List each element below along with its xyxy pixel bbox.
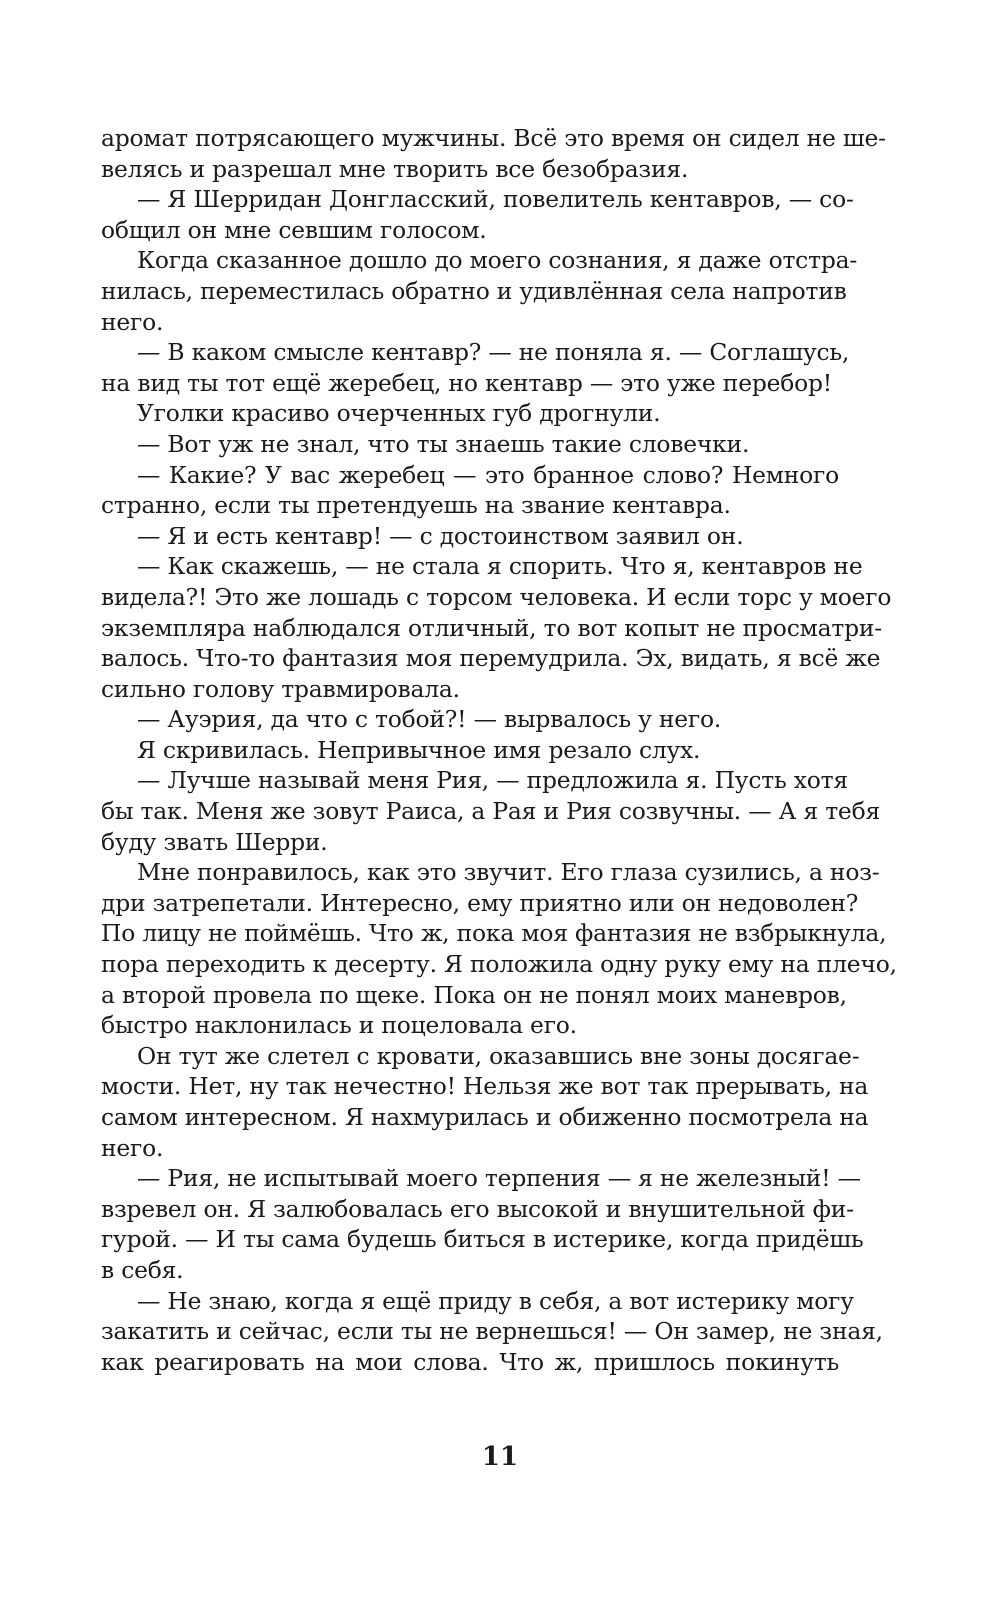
text-line: гурой. — И ты сама будешь биться в истерике, когда придёшь [101,1225,864,1254]
text-line: мости. Нет, ну так нечестно! Нельзя же вот так прерывать, на [101,1072,869,1101]
paragraph [101,735,839,766]
text-line: Он тут же слетел с кровати, оказавшись вне зоны досягае- [137,1041,860,1070]
text-line: валось. Что-то фантазия моя перемудрила. Эх, видать, я всё же [101,644,881,673]
text-line: странно, если ты претендуешь на звание кентавра. [101,491,731,520]
text-line: дри затрепетали. Интересно, ему приятно или он недоволен? [101,888,859,917]
text-line: — Я Шерридан Донгласский, повелитель кентавров, — со- [137,185,854,214]
text-line: нилась, переместилась обратно и удивлённая села напротив [101,276,847,305]
paragraph [101,1163,864,1285]
text-line: в себя. [101,1255,184,1284]
paragraph [101,460,839,521]
text-line: Я скривилась. Непривычное имя резало слух. [137,735,701,764]
text-line: Уголки красиво очерченных губ дрогнули. [137,399,661,428]
paragraph [101,704,839,735]
text-line: закатить и сейчас, если ты не вернешься! — Он замер, не зная, [101,1317,883,1346]
paragraph [101,123,886,184]
page-number: 11 [481,1442,519,1472]
text-line: бы так. Меня же зовут Раиса, а Рая и Рия созвучны. — А я тебя [101,797,881,826]
text-line: экземпляра наблюдался отличный, то вот копыт не просматри- [101,613,882,642]
text-line: буду звать Шерри. [101,827,328,856]
text-line: а второй провела по щеке. Пока он не понял моих маневров, [101,980,847,1009]
paragraph [101,429,839,460]
text-line: — Вот уж не знал, что ты знаешь такие словечки. [137,429,750,458]
text-line: самом интересном. Я нахмурилась и обиженно посмотрела на [101,1103,869,1131]
text-line: пора переходить к десерту. Я положила одну руку ему на плечо, [101,950,897,979]
text-line: быстро наклонилась и поцеловала его. [101,1011,577,1040]
text-line: взревел он. Я залюбовалась его высокой и внушительной фи- [101,1194,854,1223]
text-line: как реагировать на мои слова. Что ж, пришлось покинуть [101,1347,839,1376]
text-line: на вид ты тот ещё жеребец, но кентавр — это уже перебор! [101,368,832,397]
paragraph [101,551,892,704]
text-line: — Рия, не испытывай моего терпения — я не железный! — [137,1164,861,1193]
text-line: — В каком смысле кентавр? — не поняла я. — Соглашусь, [137,338,850,367]
text-line: — Лучше называй меня Рия, — предложила я. Пусть хотя [137,766,848,795]
text-line: — Какие? У вас жеребец — это бранное слово? Немного [137,460,839,489]
text-line: видела?! Это же лошадь с торсом человека. И если торс у моего [101,582,892,611]
paragraph [101,337,850,398]
text-line: велясь и разрешал мне творить все безобразия. [101,154,689,183]
paragraph [101,398,839,429]
paragraph [101,1041,869,1163]
text-line: аромат потрясающего мужчины. Всё это время он сидел не ше- [101,124,886,152]
text-line: — Я и есть кентавр! — с достоинством заявил он. [137,521,744,550]
body-text [101,123,897,1377]
paragraph [101,765,881,857]
paragraph [101,521,839,552]
paragraph [101,245,858,337]
text-line: Мне понравилось, как это звучит. Его глаза сузились, а ноз- [137,858,880,887]
text-line: сильно голову травмировала. [101,674,460,703]
text-line: — Как скажешь, — не стала я спорить. Что я, кентавров не [137,552,863,581]
text-line: По лицу не поймёшь. Что ж, пока моя фантазия не взбрыкнула, [101,919,887,948]
text-line: него. [101,307,164,336]
text-line: него. [101,1133,164,1162]
paragraph [101,857,897,1041]
text-line: — Не знаю, когда я ещё приду в себя, а вот истерику могу [137,1286,854,1315]
text-line: Когда сказанное дошло до моего сознания, я даже отстра- [137,246,858,275]
text-line: — Ауэрия, да что с тобой?! — вырвалось у него. [137,705,722,734]
paragraph [101,1286,883,1378]
text-line: общил он мне севшим голосом. [101,215,487,244]
paragraph [101,184,854,245]
